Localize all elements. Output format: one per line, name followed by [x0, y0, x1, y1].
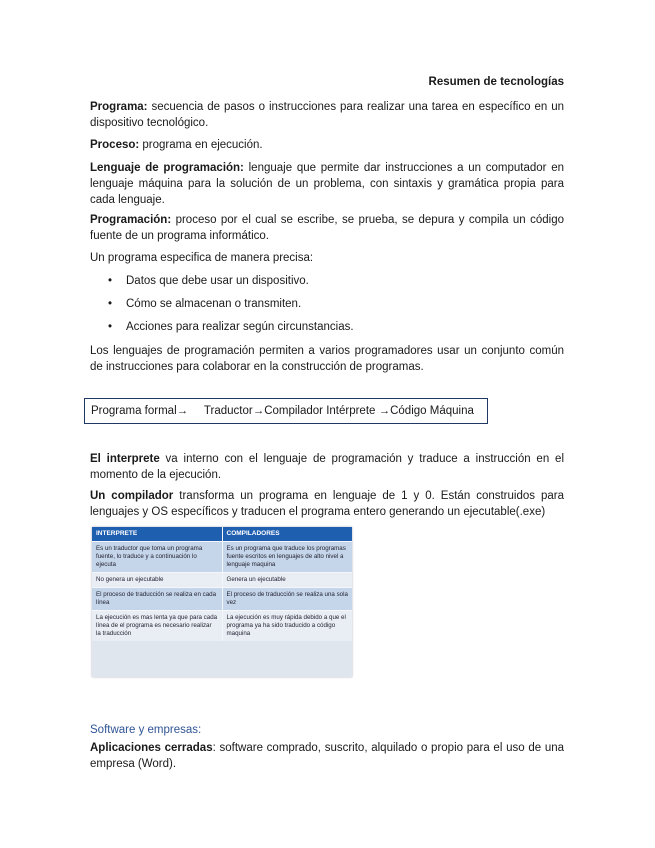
table-header-compiladores: COMPILADORES: [222, 527, 352, 542]
term-programacion: Programación:: [90, 214, 172, 226]
table-cell: El proceso de traducción se realiza en cada línea: [92, 588, 222, 611]
text-compilador: transforma un programa en lenguaje de 1 y 0. Están construidos para lenguajes y OS específicos y traducen el programa entero generando un ejecutable(.exe): [90, 490, 564, 518]
comparison-table-image: [92, 527, 352, 677]
text-programacion: proceso por el cual se escribe, se prueba, se depura y compila un código fuente de un programa informático.: [90, 214, 564, 242]
term-interprete: El interprete: [90, 453, 160, 465]
definition-programacion: [90, 212, 564, 244]
table-cell: Genera un ejecutable: [222, 573, 352, 588]
term-lenguaje: Lenguaje de programación:: [90, 162, 244, 174]
list-item-text: Cómo se almacenan o transmiten.: [126, 298, 302, 310]
compilador-paragraph: [90, 488, 564, 520]
list-item: • Acciones para realizar según circunstancias.: [108, 321, 354, 333]
list-item-text: Datos que debe usar un dispositivo.: [126, 275, 309, 287]
text-programa: secuencia de pasos o instrucciones para realizar una tarea en específico en un dispositivo tecnológico.: [90, 101, 564, 129]
table-cell: No genera un ejecutable: [92, 573, 222, 588]
document-title: Resumen de tecnologías: [428, 76, 564, 88]
term-proceso: Proceso:: [90, 139, 140, 151]
interprete-paragraph: [90, 451, 564, 483]
flow-box: [84, 398, 488, 424]
term-programa: Programa:: [90, 101, 148, 113]
list-intro: Un programa especifica de manera precisa:: [90, 252, 314, 264]
table-row: [92, 573, 352, 588]
software-heading: Software y empresas:: [90, 724, 202, 736]
table-row: [92, 542, 352, 573]
term-aplicaciones: Aplicaciones cerradas: [90, 742, 213, 754]
comparison-table: [92, 527, 352, 641]
table-cell: Es un traductor que toma un programa fuente, lo traduce y a continuación lo ejecuta: [92, 542, 222, 573]
lenguajes-paragraph: Los lenguajes de programación permiten a varios programadores usar un conjunto común de instrucciones para colaborar en la construcción de programas.: [90, 345, 564, 373]
table-cell: La ejecución es mas lenta ya que para cada línea de el programa es necesario realizar la traducción: [92, 611, 222, 642]
table-cell: La ejecución es muy rápida debido a que el programa ya ha sido traducido a código maquina: [222, 611, 352, 642]
text-aplicaciones: : software comprado, suscrito, alquilado o propio para el uso de una empresa (Word).: [90, 742, 565, 770]
table-cell: El proceso de traducción se realiza una sola vez: [222, 588, 352, 611]
table-row: [92, 588, 352, 611]
text-interprete: va interno con el lenguaje de programación y traduce a instrucción en el momento de la ejecución.: [90, 453, 564, 481]
list-item: • Datos que debe usar un dispositivo.: [108, 275, 309, 287]
term-compilador: Un compilador: [90, 490, 174, 502]
aplicaciones-paragraph: [90, 740, 564, 772]
definition-programa: [90, 99, 564, 131]
table-row: [92, 611, 352, 642]
definition-proceso: [90, 137, 564, 153]
table-header-interprete: INTERPRETE: [92, 527, 222, 542]
definition-lenguaje: [90, 160, 564, 208]
text-proceso: programa en ejecución.: [139, 139, 263, 151]
table-cell: Es un programa que traduce los programas fuente escritos en lenguajes de alto nivel a lenguaje maquina: [222, 542, 352, 573]
text-lenguaje: lenguaje que permite dar instrucciones a un computador en lenguaje máquina para la solución de un problema, con sintaxis y gramática propia para cada lenguaje.: [90, 162, 564, 206]
list-item: • Cómo se almacenan o transmiten.: [108, 298, 302, 310]
flow-text: Programa formal→ Traductor→Compilador Intérprete →Código Máquina: [91, 405, 474, 417]
list-item-text: Acciones para realizar según circunstancias.: [126, 321, 354, 333]
